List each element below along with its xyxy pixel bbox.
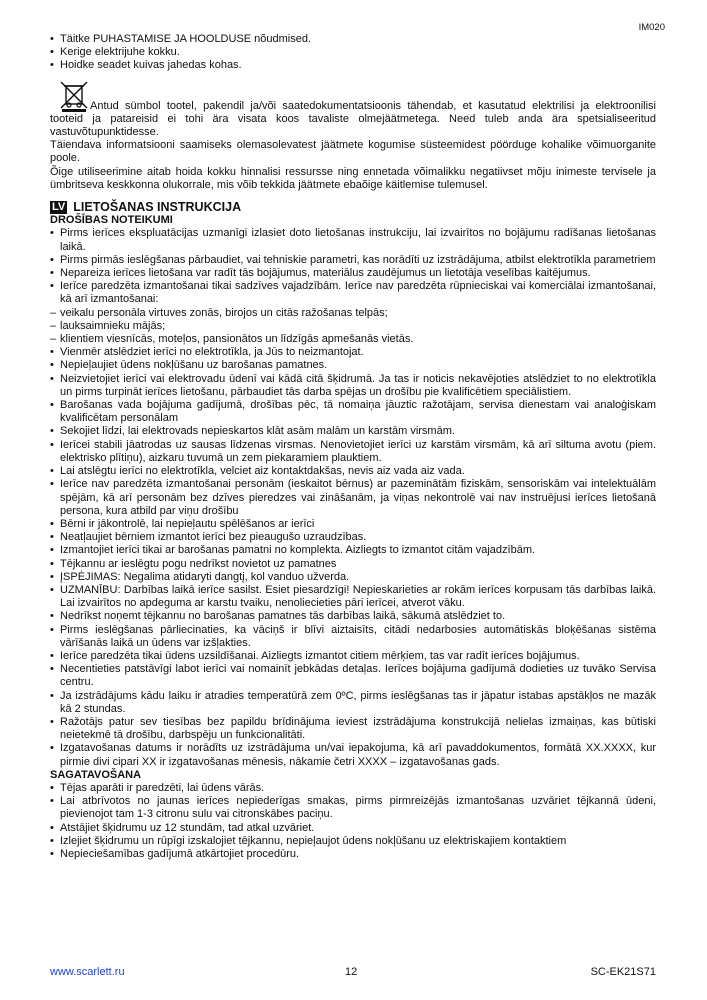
- section-title: LIETOŠANAS INSTRUKCIJA: [73, 200, 242, 215]
- info-text-1: Täiendava informatsiooni saamiseks olemasolevatest jäätmete kogumise süsteemidest pöörduge kohalike võimuorganite poole.: [50, 139, 656, 165]
- list-item: • Izmantojiet ierīci tikai ar barošanas pamatni no komplekta. Aizliegts to izmantot citām vajadzībām.: [50, 544, 656, 557]
- list-item: • Atstājiet šķidrumu uz 12 stundām, tad atkal uzvāriet.: [50, 822, 656, 835]
- list-item: • Pirms ieslēgšanas pārliecinaties, ka vāciņš ir blīvi aiztaisīts, citādi nedarbosies automātiskās bloķēšanas sistēma vārīšanās laikā un ūdens var izšļakties.: [50, 624, 656, 650]
- page-number: 12: [345, 966, 358, 978]
- list-item: • Ierīcei stabili jāatrodas uz sausas līdzenas virsmas. Nenovietojiet ierīci uz karstām virsmām, kā arī siltuma avotu (piem. elektrisko plītiņu), aizkaru tuvumā un zem piekaramiem plauktiem.: [50, 439, 656, 465]
- list-item: • Neatļaujiet bērniem izmantot ierīci bez pieaugušo uzraudzības.: [50, 531, 656, 544]
- list-item: • Nepareiza ierīces lietošana var radīt tās bojājumus, materiālus zaudējumus un lietotāja veselības kaitējumus.: [50, 267, 656, 280]
- list-item: • Ražotājs patur sev tiesības bez papildu brīdinājuma ieviest izstrādājuma konstrukcijā nelielas izmaiņas, kas būtiski neietekmē tā drošību, darbspēju un funkcionalitāti.: [50, 716, 656, 742]
- list-item: • Tējas aparāti ir paredzēti, lai ūdens vārās.: [50, 782, 656, 795]
- list-item: • Tējkannu ar ieslēgtu pogu nedrīkst novietot uz pamatnes: [50, 558, 656, 571]
- list-item: • Pirms ierīces ekspluatācijas uzmanīgi izlasiet doto lietošanas instrukciju, lai izvairītos no bojājumu radīšanas lietošanas laikā.: [50, 227, 656, 253]
- list-item: – klientiem viesnīcās, moteļos, pansionātos un līdzīgās apmešanās vietās.: [50, 333, 656, 346]
- info-text-2: Õige utiliseerimine aitab hoida kokku hinnalisi ressursse ning ennetada võimalikku negatiivset mõju inimeste tervisele ja ümbritseva keskkonna olukorrale, mis võib tekkida jäätmete ebaõige käitlemise tulemusel.: [50, 165, 656, 191]
- list-item: • Necentieties patstāvīgi labot ierīci vai nomainīt jebkādas detaļas. Ierīces bojājuma gadījumā dodieties uz tuvāko Servisa centru.: [50, 663, 656, 689]
- list-item: • Izlejiet šķidrumu un rūpīgi izskalojiet tējkannu, nepieļaujot ūdens nokļūšanu uz elektriskajiem kontaktiem: [50, 835, 656, 848]
- footer-website-link[interactable]: www.scarlett.ru: [50, 966, 125, 978]
- list-item: • UZMANĪBU: Darbības laikā ierīce sasilst. Esiet piesardzīgi! Nepieskarieties ar rokām ierīces korpusam tās darbības laikā. Lai izvairītos no apdeguma ar karstu tvaiku, nenoliecieties pāri ierīcei, atverot vāku.: [50, 584, 656, 610]
- page-content: [50, 33, 656, 861]
- list-item: • Vienmēr atslēdziet ierīci no elektrotīkla, ja Jūs to neizmantojat.: [50, 346, 656, 359]
- safety-list-a: [50, 227, 656, 306]
- list-item: • Täitke PUHASTAMISE JA HOOLDUSE nõudmised.: [50, 33, 656, 46]
- list-item: • Sekojiet līdzi, lai elektrovads nepieskartos klāt asām malām un karstām virsmām.: [50, 425, 656, 438]
- weee-text: Antud sümbol tootel, pakendil ja/või saatedokumentatsioonis tähendab, et kasutatud elektrilisi ja elektroonilisi tooteid ja patareisid ei tohi ära visata koos tavaliste olmejäätmetega. Need tuleb anda ära spetsialiseeritud vastuvõtupunktidesse.: [50, 99, 656, 139]
- list-item: • Ierīce paredzēta tikai ūdens uzsildīšanai. Aizliegts izmantot citiem mērķiem, tas var radīt ierīces bojājumus.: [50, 650, 656, 663]
- list-item: – veikalu personāla virtuves zonās, birojos un citās ražošanas telpās;: [50, 307, 656, 320]
- list-item: • Neizvietojiet ierīci vai elektrovadu ūdenī vai kādā citā šķidrumā. Ja tas ir noticis nekavējoties atslēdziet to no elektrotīkla un pirms turpināt ierīces lietošanu, pārbaudiet tās darba spējas un drošību pie kvalificētiem speciālistiem.: [50, 373, 656, 399]
- language-code-badge: LV: [52, 201, 66, 214]
- list-item: • Izgatavošanas datums ir norādīts uz izstrādājuma un/vai iepakojuma, kā arī pavaddokumentos, formātā XX.XXXX, kur pirmie divi cipari XX ir izgatavošanas mēnesis, nākamie četri XXXX – izgatavošanas gads.: [50, 742, 656, 768]
- list-item: • Lai atbrīvotos no jaunas ierīces nepiederīgas smakas, pirms pirmreizējās izmantošanas uzvāriet tējkannā ūdeni, pievienojot tam 1-3 citronu sulu vai citronskābes paciņu.: [50, 795, 656, 821]
- care-bullet-list: [50, 33, 656, 73]
- preparation-list: [50, 782, 656, 861]
- list-item: • Lai atslēgtu ierīci no elektrotīkla, velciet aiz kontaktdakšas, nevis aiz vada aiz vada.: [50, 465, 656, 478]
- safety-title: DROŠĪBAS NOTEIKUMI: [50, 214, 173, 227]
- preparation-title: SAGATAVOŠANA: [50, 768, 142, 781]
- safety-list-b: [50, 346, 656, 769]
- list-item: – lauksaimnieku mājās;: [50, 320, 656, 333]
- model-number: SC-EK21S71: [590, 966, 656, 978]
- list-item: • Barošanas vada bojājuma gadījumā, drošības pēc, tā nomaiņa jāuztic ražotājam, servisa dienestam vai analoģiskam kvalificētam personālam: [50, 399, 656, 425]
- crossed-out-wheelie-bin-icon: [58, 79, 90, 113]
- list-item: • Kerige elektrijuhe kokku.: [50, 46, 656, 59]
- list-item: • Ja izstrādājums kādu laiku ir atradies temperatūrā zem 0ºC, pirms ieslēgšanas tas ir jāpatur istabas apstākļos ne mazāk kā 2 stundas.: [50, 690, 656, 716]
- list-item: • Hoidke seadet kuivas jahedas kohas.: [50, 59, 656, 72]
- list-item: • Nepieciešamības gadījumā atkārtojiet procedūru.: [50, 848, 656, 861]
- usage-exclusion-list: [50, 307, 656, 347]
- list-item: • Ierīce nav paredzēta izmantošanai personām (ieskaitot bērnus) ar pazeminātām fiziskām, sensoriskām vai intelektuālām spējām, kā arī personām bez dzīves pieredzes vai zināšanām, ja viņas nekontrolē vai nav instruējusi ierīces lietošanā persona, kura atbild par viņu drošību: [50, 478, 656, 518]
- list-item: • Ierīce paredzēta izmantošanai tikai sadzīves vajadzībām. Ierīce nav paredzēta rūpnieciskai vai komerciālai izmantošanai, kā arī izmantošanai:: [50, 280, 656, 306]
- list-item: • Pirms pirmās ieslēgšanas pārbaudiet, vai tehniskie parametri, kas norādīti uz izstrādājuma, atbilst elektrotīkla parametriem: [50, 254, 656, 267]
- list-item: • Nedrīkst noņemt tējkannu no barošanas pamatnes tās darbības laikā, sākumā atslēdziet to.: [50, 610, 656, 623]
- section-heading: [50, 201, 656, 214]
- list-item: • Bērni ir jākontrolē, lai nepieļautu spēlēšanos ar ierīci: [50, 518, 656, 531]
- document-code: IM020: [638, 22, 665, 33]
- list-item: • ĮSPĖJIMAS: Negalima atidaryti dangtį, kol vanduo užverda.: [50, 571, 656, 584]
- list-item: • Nepieļaujiet ūdens nokļūšanu uz barošanas pamatnes.: [50, 359, 656, 372]
